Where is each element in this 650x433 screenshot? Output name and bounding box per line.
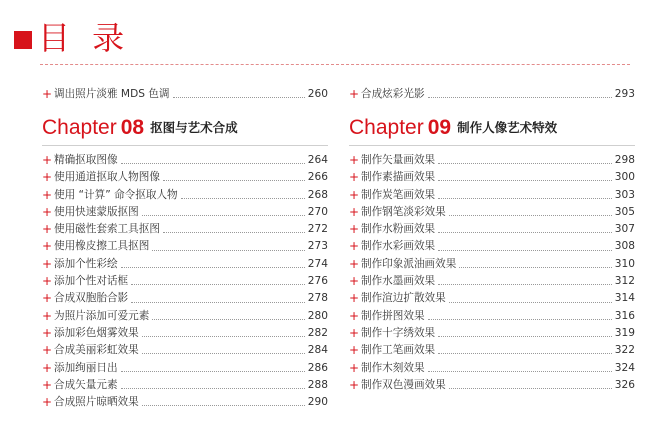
- dot-leader: [121, 371, 305, 372]
- chapter-word: Chapter: [42, 116, 117, 139]
- plus-icon: +: [349, 291, 360, 306]
- entry-page: 300: [614, 171, 635, 184]
- right-pre-entry-container: [349, 86, 635, 103]
- toc-entry[interactable]: [42, 308, 328, 325]
- entry-page: 274: [307, 257, 328, 270]
- entry-title: 为照片添加可爱元素: [54, 309, 150, 322]
- plus-icon: +: [349, 360, 360, 375]
- dot-leader: [142, 405, 305, 406]
- plus-icon: +: [349, 153, 360, 167]
- toc-entry[interactable]: [349, 86, 635, 103]
- entry-title: 添加个性对话框: [54, 275, 129, 288]
- plus-icon: +: [42, 343, 53, 358]
- entry-page: 268: [307, 188, 328, 201]
- dot-leader: [438, 180, 612, 181]
- entry-page: 272: [307, 223, 328, 236]
- plus-icon: +: [42, 274, 53, 289]
- dot-leader: [438, 336, 612, 337]
- entry-title: 调出照片淡雅 MDS 色调: [54, 88, 170, 100]
- chapter-divider: [349, 145, 635, 146]
- plus-icon: +: [42, 222, 53, 237]
- plus-icon: +: [42, 377, 53, 392]
- dot-leader: [438, 198, 612, 199]
- dot-leader: [131, 284, 305, 285]
- plus-icon: +: [349, 308, 360, 323]
- entry-title: 制作矢量画效果: [361, 154, 436, 166]
- entry-page: 293: [614, 88, 635, 100]
- entry-title: 制作水墨画效果: [361, 275, 436, 288]
- entry-page: 260: [307, 88, 328, 100]
- toc-entry[interactable]: [349, 187, 635, 204]
- dot-leader: [142, 336, 305, 337]
- entry-page: 314: [614, 292, 635, 305]
- entry-title: 添加绚丽日出: [54, 361, 118, 374]
- entry-page: 322: [614, 344, 635, 357]
- dot-leader: [142, 215, 305, 216]
- entry-title: 制作双色漫画效果: [361, 378, 446, 391]
- entry-title: 制作木刻效果: [361, 361, 425, 374]
- entry-page: 264: [307, 154, 328, 166]
- toc-entry[interactable]: [42, 394, 328, 411]
- entry-page: 298: [614, 154, 635, 166]
- entry-page: 273: [307, 240, 328, 253]
- entry-title: 添加个性彩绘: [54, 257, 118, 270]
- entry-page: 307: [614, 223, 635, 236]
- chapter-divider: [42, 145, 328, 146]
- entry-page: 326: [614, 378, 635, 391]
- entry-title: 合成炫彩光影: [361, 88, 425, 100]
- toc-entry[interactable]: [349, 152, 635, 169]
- entry-page: 288: [307, 378, 328, 391]
- header-square-icon: [14, 31, 32, 49]
- plus-icon: +: [349, 222, 360, 237]
- entry-title: 制作渲边扩散效果: [361, 292, 446, 305]
- entry-title: 制作水彩画效果: [361, 240, 436, 253]
- entry-title: 使用 “计算” 命令抠取人物: [54, 188, 178, 201]
- left-pre-entry-container: [42, 86, 328, 103]
- chapter-09-entries: [349, 152, 635, 394]
- toc-entry[interactable]: [42, 325, 328, 342]
- entry-page: 280: [307, 309, 328, 322]
- entry-page: 308: [614, 240, 635, 253]
- plus-icon: +: [42, 87, 53, 101]
- toc-entry[interactable]: [42, 273, 328, 290]
- dot-leader: [152, 319, 304, 320]
- plus-icon: +: [42, 204, 53, 219]
- toc-entry[interactable]: [349, 308, 635, 325]
- dot-leader: [438, 353, 612, 354]
- entry-page: 286: [307, 361, 328, 374]
- dot-leader: [152, 250, 304, 251]
- entry-page: 305: [614, 205, 635, 218]
- toc-entry[interactable]: [349, 256, 635, 273]
- plus-icon: +: [349, 170, 360, 185]
- entry-page: 284: [307, 344, 328, 357]
- entry-title: 制作素描画效果: [361, 171, 436, 184]
- toc-entry[interactable]: [349, 325, 635, 342]
- entry-title: 制作水粉画效果: [361, 223, 436, 236]
- entry-page: 278: [307, 292, 328, 305]
- dot-leader: [449, 302, 612, 303]
- dot-leader: [131, 302, 305, 303]
- dot-leader: [142, 353, 305, 354]
- entry-page: 282: [307, 326, 328, 339]
- plus-icon: +: [42, 291, 53, 306]
- plus-icon: +: [349, 187, 360, 202]
- entry-page: 324: [614, 361, 635, 374]
- toc-entry[interactable]: [349, 238, 635, 255]
- toc-entry[interactable]: [42, 342, 328, 359]
- dot-leader: [173, 97, 305, 98]
- toc-entry[interactable]: [42, 221, 328, 238]
- chapter-08-heading: [42, 116, 238, 146]
- dot-leader: [428, 319, 612, 320]
- toc-entry[interactable]: [349, 204, 635, 221]
- entry-title: 使用通道抠取人物图像: [54, 171, 160, 184]
- dot-leader: [438, 284, 612, 285]
- dot-leader: [428, 97, 612, 98]
- plus-icon: +: [349, 204, 360, 219]
- toc-entry[interactable]: [349, 273, 635, 290]
- dot-leader: [163, 180, 305, 181]
- plus-icon: +: [349, 87, 360, 101]
- chapter-word: Chapter: [349, 116, 424, 139]
- chapter-name: 抠图与艺术合成: [150, 120, 238, 135]
- toc-entry[interactable]: [349, 290, 635, 307]
- toc-entry[interactable]: [42, 256, 328, 273]
- entry-page: 316: [614, 309, 635, 322]
- chapter-09-heading: [349, 116, 557, 146]
- plus-icon: +: [349, 256, 360, 271]
- entry-page: 266: [307, 171, 328, 184]
- entry-title: 制作十字绣效果: [361, 326, 436, 339]
- dot-leader: [121, 388, 305, 389]
- header-divider: [40, 64, 630, 65]
- toc-entry[interactable]: [42, 238, 328, 255]
- entry-title: 添加彩色烟雾效果: [54, 326, 139, 339]
- toc-entry[interactable]: [349, 360, 635, 377]
- plus-icon: +: [349, 343, 360, 358]
- entry-title: 合成矢量元素: [54, 378, 118, 391]
- toc-entry[interactable]: [42, 152, 328, 169]
- chapter-number: 09: [427, 116, 452, 139]
- entry-title: 合成双胞胎合影: [54, 292, 129, 305]
- entry-page: 303: [614, 188, 635, 201]
- toc-entry[interactable]: [42, 204, 328, 221]
- entry-title: 合成照片晾晒效果: [54, 396, 139, 409]
- plus-icon: +: [42, 395, 53, 410]
- toc-entry[interactable]: [42, 187, 328, 204]
- plus-icon: +: [42, 308, 53, 323]
- dot-leader: [121, 163, 305, 164]
- entry-title: 制作钢笔淡彩效果: [361, 205, 446, 218]
- entry-page: 290: [307, 396, 328, 409]
- plus-icon: +: [42, 153, 53, 167]
- toc-entry[interactable]: [42, 86, 328, 103]
- dot-leader: [438, 250, 612, 251]
- dot-leader: [163, 232, 305, 233]
- plus-icon: +: [42, 360, 53, 375]
- entry-title: 使用快速蒙版抠图: [54, 205, 139, 218]
- entry-title: 精确抠取图像: [54, 154, 118, 166]
- plus-icon: +: [42, 187, 53, 202]
- dot-leader: [181, 198, 305, 199]
- plus-icon: +: [349, 239, 360, 254]
- toc-entry[interactable]: [349, 221, 635, 238]
- toc-entry[interactable]: [349, 169, 635, 186]
- plus-icon: +: [349, 274, 360, 289]
- dot-leader: [121, 267, 305, 268]
- plus-icon: +: [42, 239, 53, 254]
- entry-title: 使用橡皮擦工具抠图: [54, 240, 150, 253]
- toc-entry[interactable]: [42, 169, 328, 186]
- entry-title: 制作印象派油画效果: [361, 257, 457, 270]
- dot-leader: [449, 388, 612, 389]
- dot-leader: [449, 215, 612, 216]
- entry-title: 制作拼图效果: [361, 309, 425, 322]
- toc-entry[interactable]: [349, 342, 635, 359]
- entry-page: 312: [614, 275, 635, 288]
- entry-title: 合成美丽彩虹效果: [54, 344, 139, 357]
- entry-page: 276: [307, 275, 328, 288]
- toc-entry[interactable]: [349, 377, 635, 394]
- plus-icon: +: [349, 325, 360, 340]
- dot-leader: [438, 163, 612, 164]
- plus-icon: +: [42, 256, 53, 271]
- entry-title: 制作炭笔画效果: [361, 188, 436, 201]
- dot-leader: [428, 371, 612, 372]
- chapter-08-entries: [42, 152, 328, 411]
- plus-icon: +: [42, 325, 53, 340]
- entry-page: 310: [614, 257, 635, 270]
- plus-icon: +: [42, 170, 53, 185]
- chapter-number: 08: [120, 116, 145, 139]
- page-title: 目 录: [38, 19, 131, 57]
- entry-page: 319: [614, 326, 635, 339]
- toc-entry[interactable]: [42, 290, 328, 307]
- chapter-name: 制作人像艺术特效: [457, 120, 558, 135]
- toc-entry[interactable]: [42, 377, 328, 394]
- entry-title: 使用磁性套索工具抠图: [54, 223, 160, 236]
- plus-icon: +: [349, 377, 360, 392]
- toc-entry[interactable]: [42, 360, 328, 377]
- dot-leader: [438, 232, 612, 233]
- dot-leader: [459, 267, 611, 268]
- entry-page: 270: [307, 205, 328, 218]
- entry-title: 制作工笔画效果: [361, 344, 436, 357]
